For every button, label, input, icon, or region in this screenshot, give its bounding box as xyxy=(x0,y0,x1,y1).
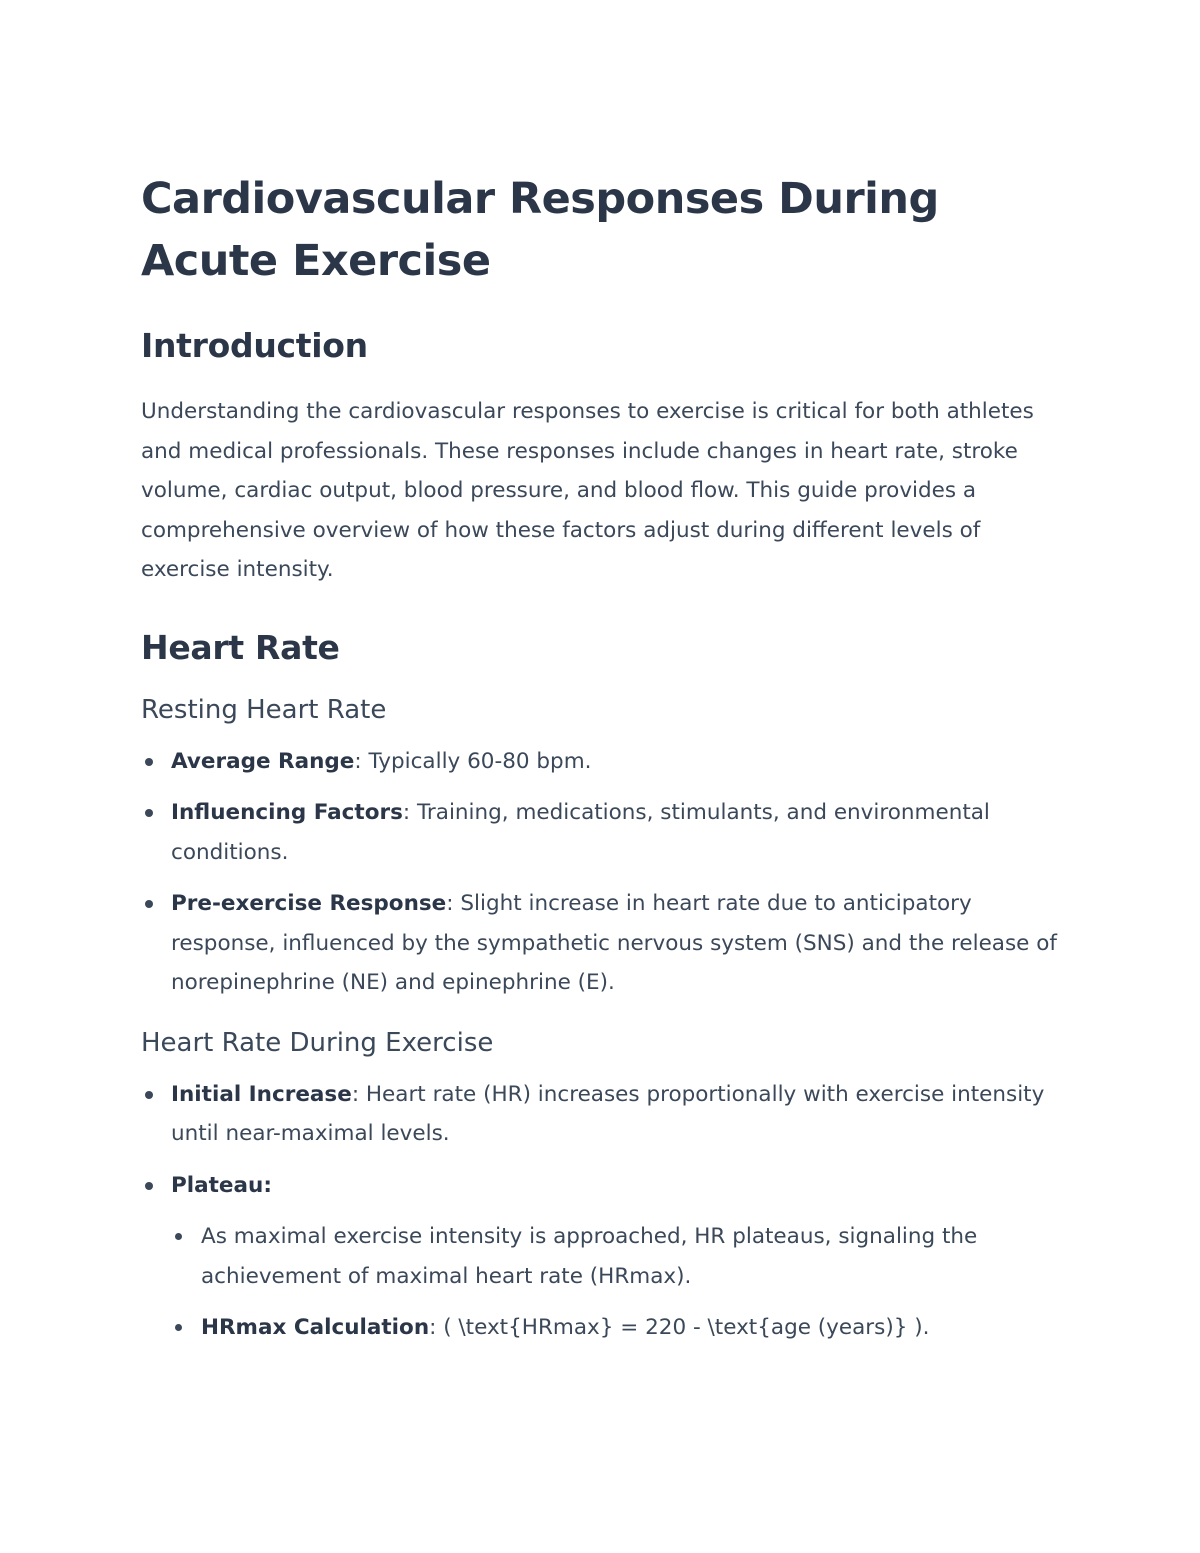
list-item-text: As maximal exercise intensity is approached, HR plateaus, signaling the achievement of maximal heart rate (HRmax). xyxy=(201,1224,978,1289)
list-item xyxy=(141,742,1061,782)
list-item-text: : Training, medications, stimulants, and environmental conditions. xyxy=(171,800,990,865)
list-item-term: Initial Increase xyxy=(171,1081,352,1107)
subsection-heading-resting-heart-rate: Resting Heart Rate xyxy=(141,694,387,725)
document-page xyxy=(141,168,1061,1348)
nested-list-item xyxy=(171,1217,1061,1296)
list-item-text: : Heart rate (HR) increases proportionally with exercise intensity until near-maximal levels. xyxy=(171,1081,1045,1146)
resting-heart-rate-list xyxy=(141,742,1061,1003)
list-item xyxy=(141,1075,1061,1154)
list-item-term: Plateau xyxy=(171,1172,264,1198)
list-item-term: Pre-exercise Response xyxy=(171,891,447,916)
heart-rate-during-exercise-list xyxy=(141,1075,1061,1348)
introduction-paragraph: Understanding the cardiovascular responses to exercise is critical for both athletes and medical professionals. These responses include changes in heart rate, stroke volume, cardiac output, blood pressure, and blood flow. This guide provides a comprehensive overview of how these factors adjust during different levels of exercise intensity. xyxy=(141,399,1034,582)
list-item xyxy=(141,884,1061,1003)
list-item-text: : ( \text{HRmax} = 220 - \text{age (years)} ). xyxy=(429,1315,930,1340)
list-item-term: Influencing Factors xyxy=(171,800,403,825)
list-item-term: Average Range xyxy=(171,748,355,774)
list-item-term: HRmax Calculation xyxy=(201,1315,430,1340)
document-title: Cardiovascular Responses During Acute Exercise xyxy=(141,174,939,286)
list-item xyxy=(141,793,1061,872)
section-heading-introduction: Introduction xyxy=(141,326,368,365)
subsection-heading-heart-rate-during-exercise: Heart Rate During Exercise xyxy=(141,1027,494,1058)
plateau-nested-list xyxy=(171,1217,1061,1348)
list-item-text: : Slight increase in heart rate due to anticipatory response, influenced by the sympathetic nervous system (SNS) and the release of norepinephrine (NE) and epinephrine (E). xyxy=(171,891,1057,995)
section-heading-heart-rate: Heart Rate xyxy=(141,627,340,667)
nested-list-item xyxy=(171,1308,1061,1348)
list-item-text: : xyxy=(263,1172,272,1198)
list-item-text: : Typically 60-80 bpm. xyxy=(354,748,592,774)
list-item xyxy=(141,1166,1061,1348)
